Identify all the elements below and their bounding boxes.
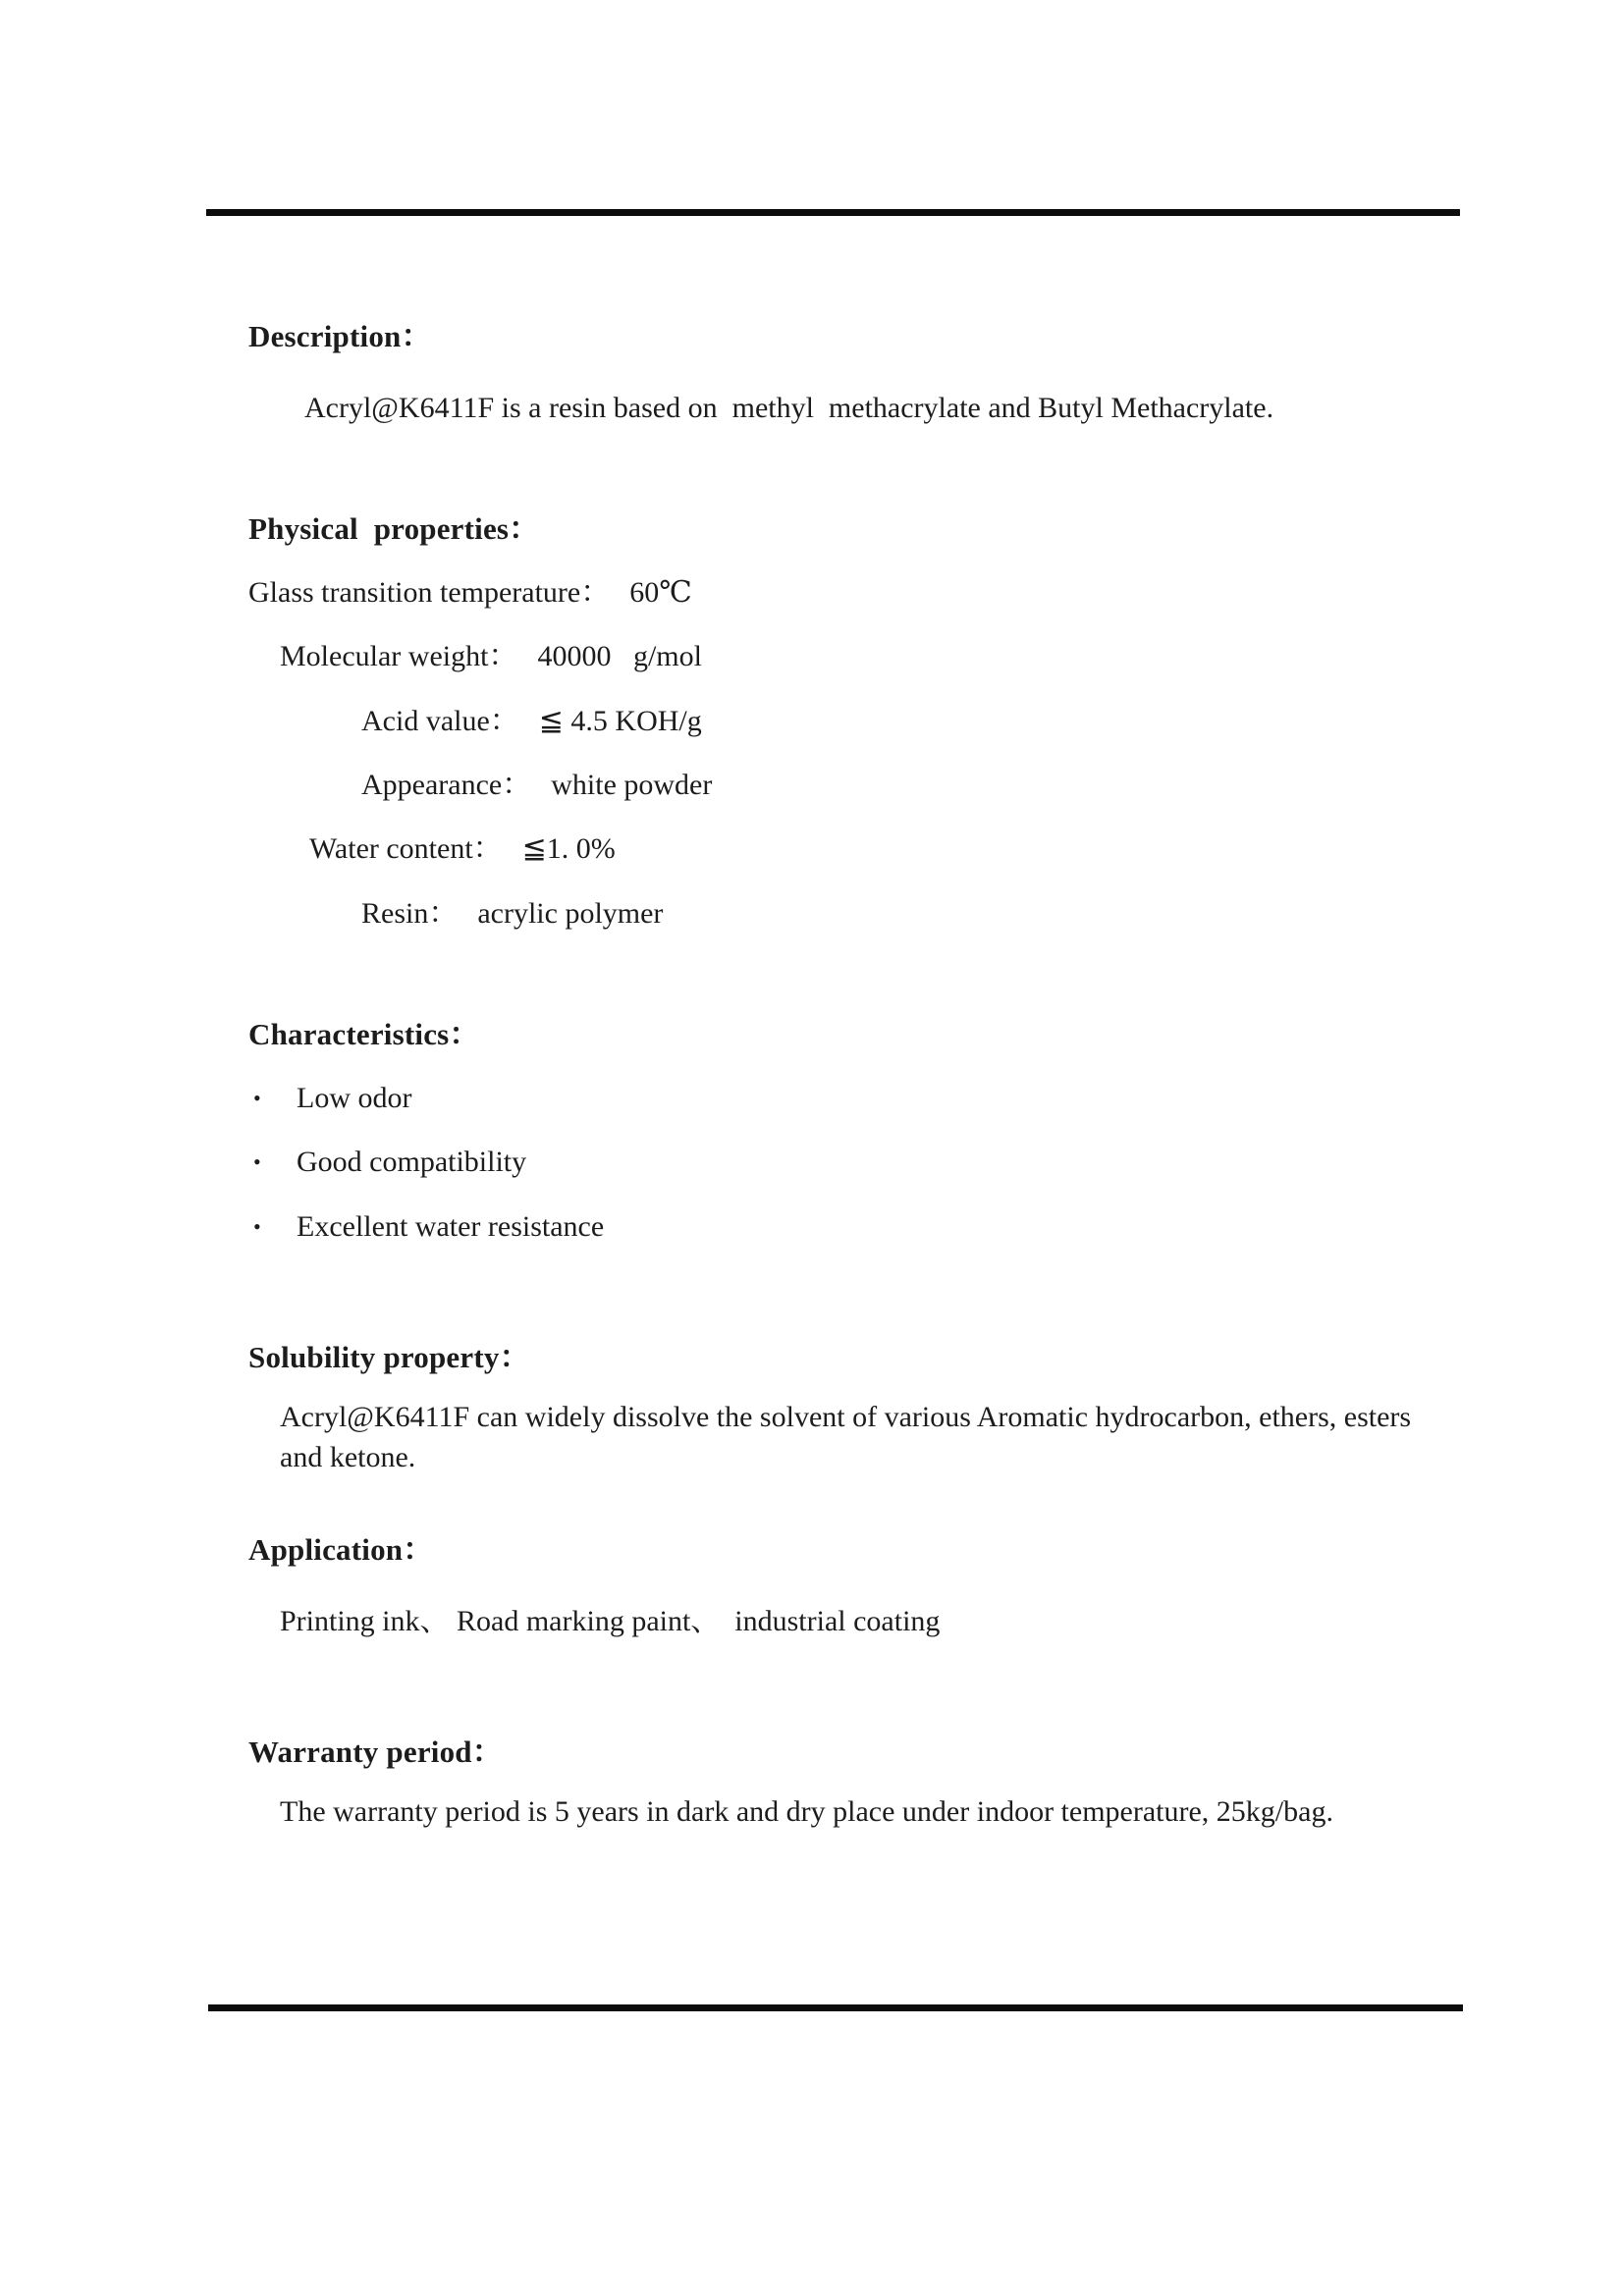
bottom-divider [208, 2004, 1463, 2011]
property-label: Appearance： [361, 769, 532, 802]
solubility-heading: Solubility property： [248, 1340, 530, 1375]
property-row-glass-transition [248, 572, 1478, 613]
property-value: 40000 g/mol [537, 640, 702, 673]
property-value: ≦ 4.5 KOH/g [538, 704, 702, 737]
property-row-water-content [309, 828, 1478, 869]
property-label: Molecular weight： [280, 640, 518, 673]
property-label: Glass transition temperature： [248, 575, 611, 609]
bullet-icon: • [253, 1086, 261, 1111]
characteristics-heading: Characteristics： [248, 1017, 480, 1052]
property-row-appearance [361, 765, 1478, 805]
property-label: Water content： [309, 832, 503, 866]
description-body: Acryl@K6411F is a resin based on methyl methacrylate and Butyl Methacrylate. [304, 391, 1274, 424]
list-item [253, 1142, 1478, 1182]
list-item-text: Good compatibility [297, 1146, 527, 1179]
property-value: acrylic polymer [477, 896, 664, 930]
list-item [253, 1078, 1478, 1118]
solubility-body: Acryl@K6411F can widely dissolve the solvent of various Aromatic hydrocarbon, ethers, esters and ketone. [280, 1400, 1419, 1474]
list-item-text: Low odor [297, 1082, 412, 1115]
description-heading: Description： [248, 319, 432, 353]
warranty-body: The warranty period is 5 years in dark and dry place under indoor temperature, 25kg/bag. [280, 1794, 1333, 1828]
physical-properties-heading: Physical properties： [248, 511, 540, 547]
list-item-text: Excellent water resistance [297, 1209, 605, 1243]
property-label: Resin： [361, 896, 459, 930]
bullet-icon: • [253, 1213, 261, 1239]
bullet-icon: • [253, 1149, 261, 1175]
application-heading: Application： [248, 1531, 434, 1567]
top-divider [206, 209, 1460, 216]
list-item [253, 1206, 1478, 1247]
warranty-heading: Warranty period： [248, 1734, 503, 1769]
property-value: 60℃ [629, 575, 692, 609]
property-value: white powder [551, 769, 713, 802]
property-row-acid-value [361, 701, 1478, 741]
property-row-molecular-weight [280, 636, 1478, 676]
property-label: Acid value： [361, 704, 519, 737]
document-content [206, 316, 1478, 1832]
property-value: ≦1. 0% [521, 832, 616, 866]
application-body: Printing ink、 Road marking paint、 industrial coating [280, 1604, 941, 1637]
property-row-resin [361, 893, 1478, 934]
